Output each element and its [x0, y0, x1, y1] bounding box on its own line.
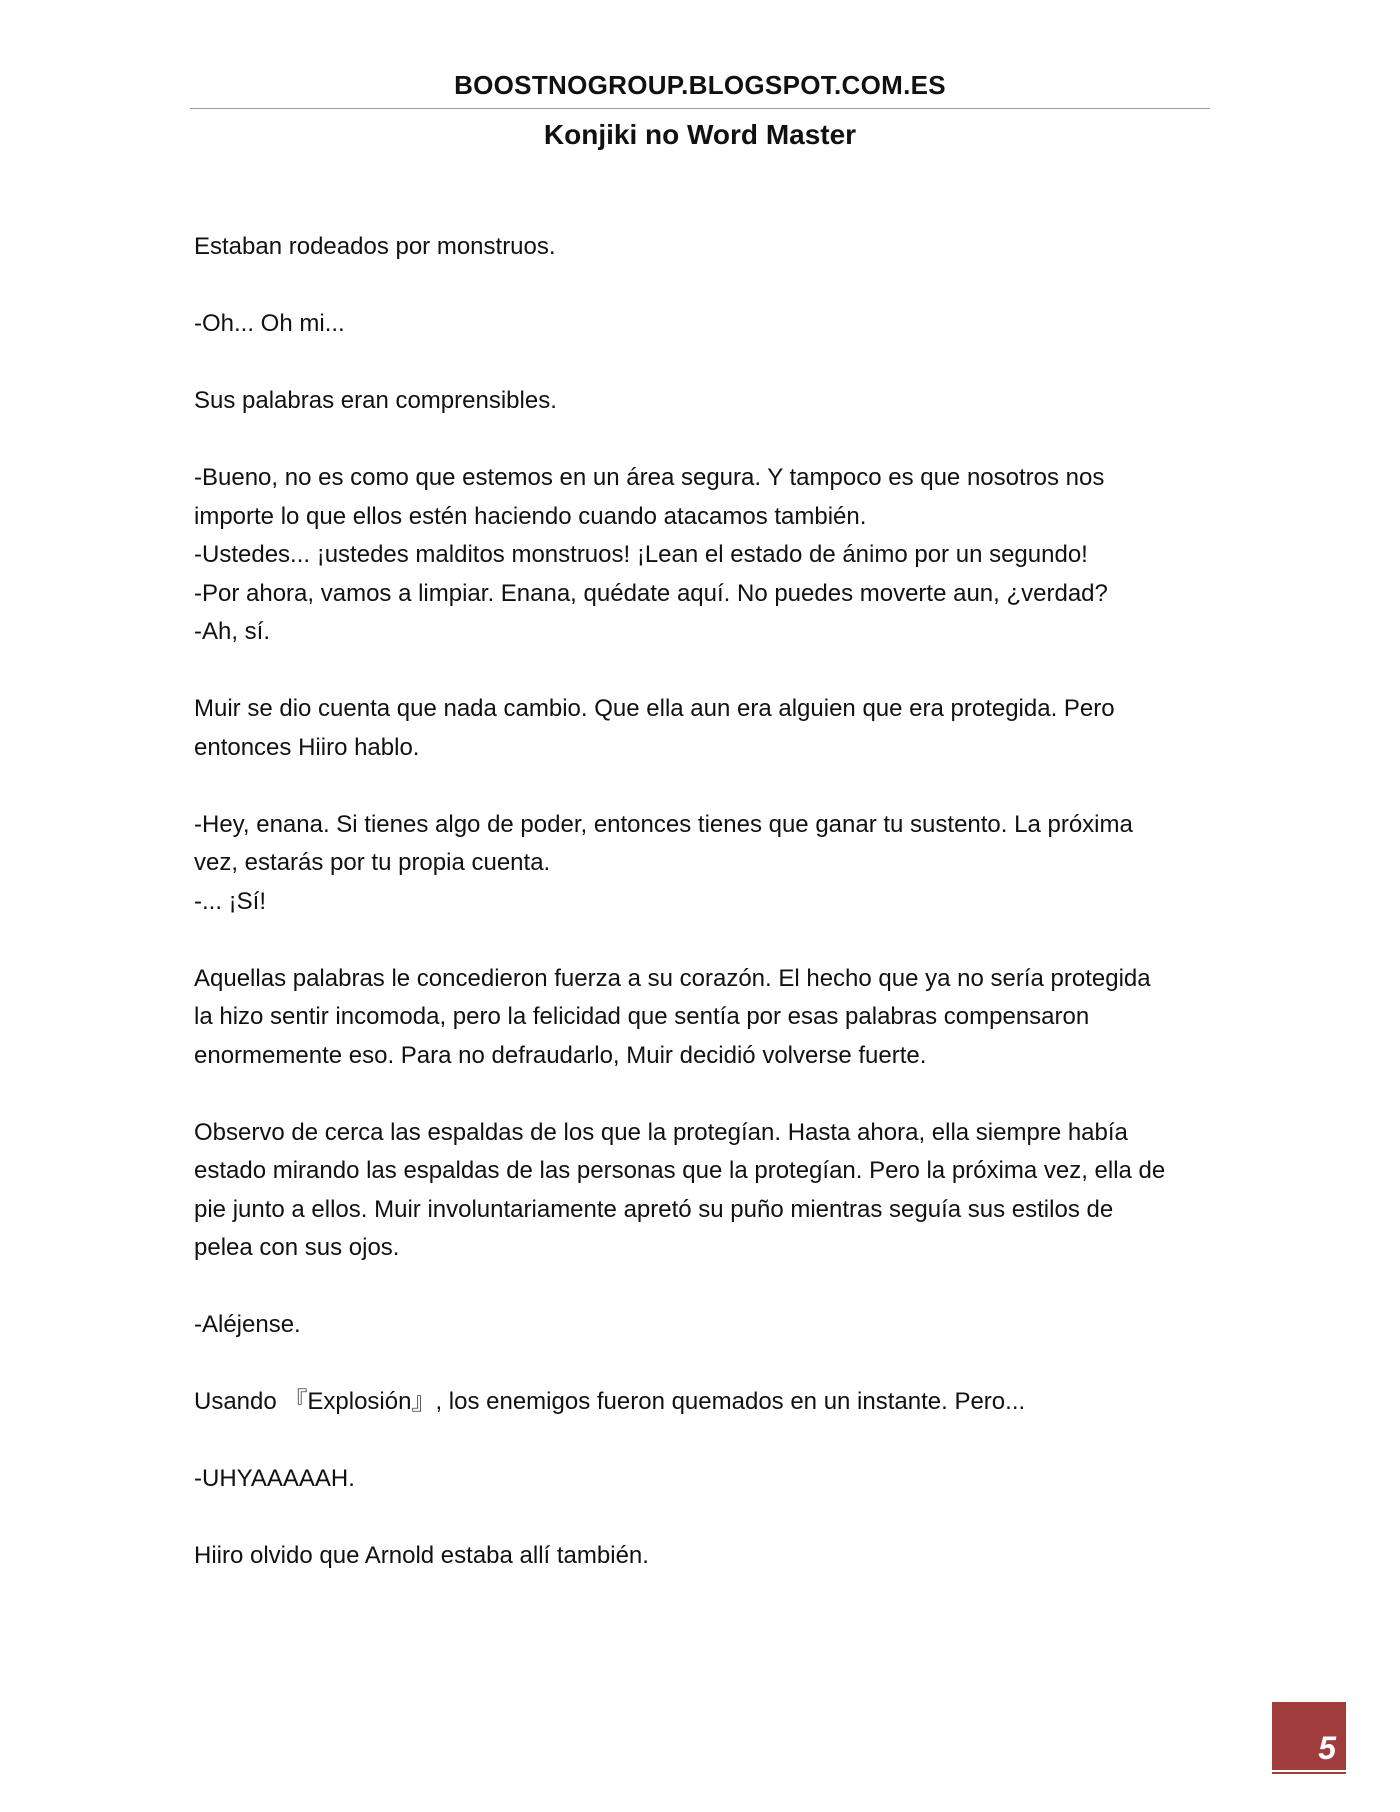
- text-line: Aquellas palabras le concedieron fuerza a su corazón. El hecho que ya no sería protegida: [194, 964, 1151, 992]
- text-line: vez, estarás por tu propia cuenta.: [194, 849, 551, 876]
- text-line: -Ustedes... ¡ustedes malditos monstruos! ¡Lean el estado de ánimo por un segundo!: [194, 541, 1088, 568]
- page-number-underline: [1272, 1772, 1346, 1774]
- body-text: [194, 228, 1214, 1614]
- text-line: -Bueno, no es como que estemos en un área segura. Y tampoco es que nosotros nos: [194, 464, 1105, 491]
- paragraph: [194, 305, 1214, 344]
- paragraph: [194, 228, 1214, 267]
- text-line: pie junto a ellos. Muir involuntariamente apretó su puño mientras seguía sus estilos de: [194, 1195, 1114, 1223]
- paragraph: [194, 960, 1214, 1076]
- paragraph: [194, 1383, 1214, 1422]
- text-line: Usando 『Explosión』, los enemigos fueron quemados en un instante. Pero...: [194, 1388, 1026, 1415]
- paragraph: [194, 382, 1214, 421]
- text-line: estado mirando las espaldas de las personas que la protegían. Pero la próxima vez, ella de: [194, 1157, 1166, 1184]
- text-line: Estaban rodeados por monstruos.: [194, 233, 556, 260]
- text-line: -UHYAAAAAH.: [194, 1465, 355, 1492]
- text-line: Sus palabras eran comprensibles.: [194, 387, 557, 414]
- text-line: -Por ahora, vamos a limpiar. Enana, quédate aquí. No puedes moverte aun, ¿verdad?: [194, 579, 1108, 607]
- text-line: Hiiro olvido que Arnold estaba allí también.: [194, 1542, 649, 1569]
- header-divider: [190, 108, 1210, 109]
- text-line: -Oh... Oh mi...: [194, 310, 345, 337]
- text-line: Observo de cerca las espaldas de los que la protegían. Hasta ahora, ella siempre había: [194, 1118, 1128, 1146]
- paragraph: [194, 1460, 1214, 1499]
- paragraph: [194, 1114, 1214, 1268]
- page-header: [190, 68, 1210, 155]
- paragraph: [194, 690, 1214, 767]
- paragraph: [194, 806, 1214, 922]
- document-title: Konjiki no Word Master: [543, 119, 857, 150]
- paragraph: [194, 1537, 1214, 1576]
- text-line: enormemente eso. Para no defraudarlo, Muir decidió volverse fuerte.: [194, 1041, 927, 1069]
- text-line: la hizo sentir incomoda, pero la felicidad que sentía por esas palabras compensaron: [194, 1003, 1090, 1030]
- site-name: BOOSTNOGROUP.BLOGSPOT.COM.ES: [454, 70, 946, 100]
- paragraph: [194, 1306, 1214, 1345]
- text-line: entonces Hiiro hablo.: [194, 733, 420, 761]
- text-line: pelea con sus ojos.: [194, 1234, 400, 1261]
- text-line: -Ah, sí.: [194, 618, 271, 645]
- text-line: Muir se dio cuenta que nada cambio. Que ella aun era alguien que era protegida. Pero: [194, 695, 1115, 722]
- page-number-badge: [1272, 1702, 1346, 1770]
- text-line: -... ¡Sí!: [194, 887, 266, 915]
- page-number: 5: [1318, 1730, 1336, 1766]
- text-line: -Hey, enana. Si tienes algo de poder, entonces tienes que ganar tu sustento. La próxima: [194, 810, 1133, 838]
- text-line: -Aléjense.: [194, 1311, 301, 1338]
- text-line: importe lo que ellos estén haciendo cuando atacamos también.: [194, 502, 867, 530]
- paragraph: [194, 459, 1214, 652]
